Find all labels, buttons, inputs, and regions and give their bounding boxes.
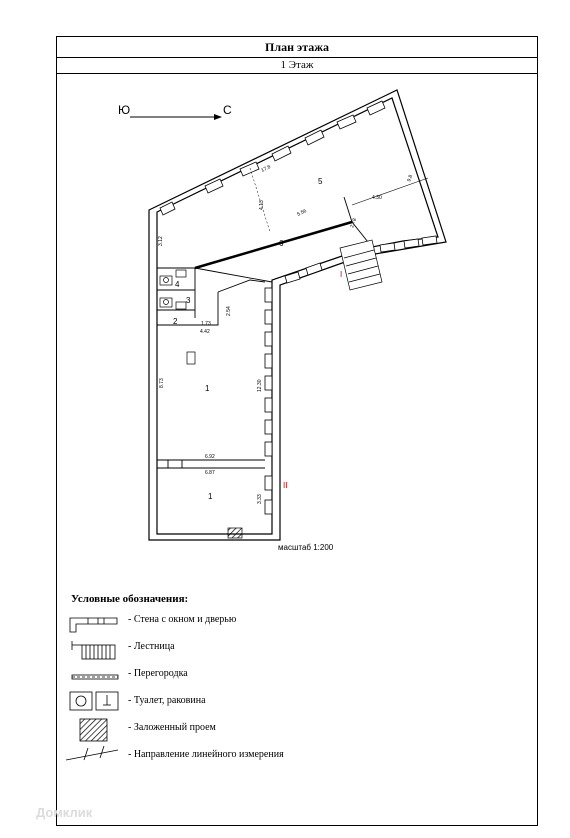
column-icon	[187, 352, 195, 364]
dim-6-87: 6.87	[205, 470, 215, 476]
room-6-label: 6	[279, 239, 284, 248]
dim-3-12: 3.12	[158, 236, 164, 246]
compass-north: С	[223, 103, 232, 117]
entrance-stairs	[340, 240, 382, 290]
dim-4-42: 4.42	[200, 329, 210, 335]
legend-icons	[66, 618, 118, 760]
dimension-line	[352, 178, 428, 205]
toilet-icon	[164, 278, 169, 283]
legend-label-dimension: - Направление линейного измерения	[128, 749, 284, 760]
dim-6-92: 6.92	[205, 454, 215, 460]
compass-arrow-icon	[214, 114, 222, 120]
dimension-line-vertical	[250, 168, 270, 232]
partitions	[157, 197, 372, 468]
compass	[118, 103, 232, 120]
dim-3-33: 3.33	[257, 494, 263, 504]
room-4-label: 4	[175, 280, 180, 289]
entrance-marker-2: II	[283, 481, 288, 490]
room-1-lower-label: 1	[208, 492, 213, 501]
outer-walls	[149, 90, 446, 540]
room-2-label: 2	[173, 317, 178, 326]
dim-9-8: 9.8	[406, 174, 415, 183]
dim-4-30: 4.30	[372, 195, 382, 201]
dim-8-73: 8.73	[159, 378, 165, 388]
scale-label: масштаб 1:200	[278, 543, 334, 552]
watermark: Домклик	[36, 805, 93, 820]
legend-label-toilet: - Туалет, раковина	[128, 695, 206, 706]
legend-label-partition: - Перегородка	[128, 668, 188, 679]
dim-12-30: 12.30	[257, 379, 263, 392]
compass-south: Ю	[118, 103, 131, 117]
legend-label-wall: - Стена с окном и дверью	[128, 614, 237, 625]
legend-label-stairs: - Лестница	[128, 641, 175, 652]
dim-1-73: 1.73	[201, 321, 211, 327]
room-1-upper-label: 1	[205, 384, 210, 393]
bricked-opening	[228, 528, 242, 538]
room-3-label: 3	[186, 296, 191, 305]
dim-4-13: 4.13	[259, 200, 265, 210]
dim-17-8: 17.8	[260, 164, 272, 174]
toilet-icon	[164, 300, 169, 305]
stairs-icon	[72, 641, 115, 659]
floor-label: 1 Этаж	[57, 57, 537, 74]
legend-label-bricked: - Заложенный проем	[128, 722, 216, 733]
room-5-label: 5	[318, 177, 323, 186]
partition-icon	[72, 675, 118, 679]
toilet-sink-icon	[70, 692, 118, 710]
bricked-opening-icon	[80, 719, 107, 741]
windows-top	[160, 101, 385, 215]
dim-2-78: 2.78	[349, 217, 359, 229]
dim-2-54: 2.54	[226, 306, 232, 316]
dim-5-56: 5.56	[296, 208, 308, 218]
dimension-direction-icon	[66, 746, 118, 760]
wall-window-door-icon	[70, 618, 117, 632]
legend-title: Условные обозначения:	[71, 593, 189, 605]
entrance-marker-1: I	[340, 270, 343, 279]
plan-title: План этажа	[57, 37, 537, 58]
